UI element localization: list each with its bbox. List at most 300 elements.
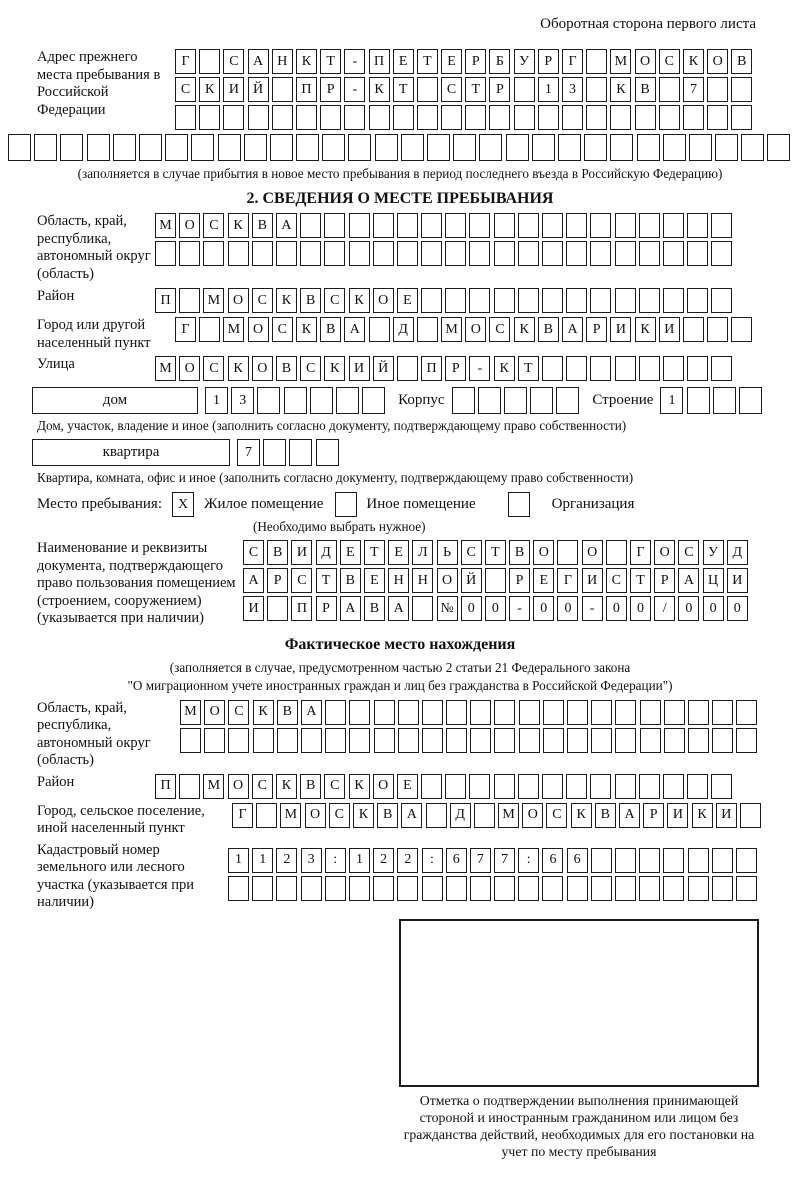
form-cell	[452, 387, 475, 414]
form-cell	[199, 105, 220, 130]
form-cell	[640, 728, 661, 753]
house-box-label: дом	[32, 387, 198, 414]
form-cell	[300, 213, 321, 238]
form-cell	[277, 728, 298, 753]
form-cell: В	[635, 77, 656, 102]
form-cell	[635, 105, 656, 130]
form-cell	[712, 700, 733, 725]
form-cell: Т	[518, 356, 539, 381]
form-cell	[586, 77, 607, 102]
form-cell	[610, 134, 633, 161]
form-cell: Т	[485, 540, 506, 565]
form-cell	[422, 700, 443, 725]
form-cell	[301, 728, 322, 753]
form-cell	[417, 105, 438, 130]
form-cell	[446, 700, 467, 725]
form-cell	[469, 288, 490, 313]
form-cell	[8, 134, 31, 161]
form-cell	[344, 105, 365, 130]
form-cell: О	[248, 317, 269, 342]
form-cell: У	[703, 540, 724, 565]
form-cell: №	[437, 596, 458, 621]
form-cell	[556, 387, 579, 414]
form-cell: Г	[175, 317, 196, 342]
document-row-2	[243, 568, 748, 593]
form-cell: С	[203, 356, 224, 381]
house-caption: Дом, участок, владение и иное (заполнить согласно документу, подтверждающему право собственности)	[37, 418, 627, 433]
form-cell: К	[296, 49, 317, 74]
form-cell: Е	[397, 774, 418, 799]
form-cell	[398, 700, 419, 725]
form-cell	[325, 876, 346, 901]
page-side-note: Оборотная сторона первого листа	[540, 16, 756, 32]
form-cell: Л	[412, 540, 433, 565]
form-cell	[558, 134, 581, 161]
form-cell	[688, 728, 709, 753]
form-cell	[398, 728, 419, 753]
form-cell	[204, 728, 225, 753]
region-label: Область, край, республика, автономный округ (область)	[37, 213, 151, 282]
form-cell	[445, 241, 466, 266]
form-cell: Т	[320, 49, 341, 74]
form-cell	[562, 105, 583, 130]
form-cell	[664, 700, 685, 725]
form-cell: О	[582, 540, 603, 565]
form-cell	[244, 134, 267, 161]
stay-type-option-organization-label: Организация	[551, 496, 635, 512]
form-cell	[223, 105, 244, 130]
form-cell: -	[344, 77, 365, 102]
form-cell	[731, 77, 752, 102]
form-cell	[687, 356, 708, 381]
form-cell: М	[203, 774, 224, 799]
form-cell	[494, 700, 515, 725]
form-cell	[494, 288, 515, 313]
form-cell	[663, 213, 684, 238]
form-cell	[489, 105, 510, 130]
form-cell	[349, 728, 370, 753]
stay-type-option-other-premise-label: Иное помещение	[366, 496, 476, 512]
form-cell: -	[509, 596, 530, 621]
form-cell	[586, 49, 607, 74]
form-cell	[139, 134, 162, 161]
form-cell	[336, 387, 359, 414]
form-cell: С	[546, 803, 567, 828]
form-cell: И	[610, 317, 631, 342]
form-cell	[369, 105, 390, 130]
form-cell: О	[465, 317, 486, 342]
form-cell	[688, 876, 709, 901]
form-cell	[514, 105, 535, 130]
form-cell	[203, 241, 224, 266]
document-cells	[243, 540, 748, 621]
form-cell	[272, 77, 293, 102]
form-cell	[639, 288, 660, 313]
form-cell	[566, 213, 587, 238]
form-cell	[494, 728, 515, 753]
form-cell	[155, 241, 176, 266]
form-cell: Д	[450, 803, 471, 828]
document-row-1	[243, 540, 748, 565]
form-cell: О	[373, 774, 394, 799]
form-cell	[659, 105, 680, 130]
form-cell: 3	[301, 848, 322, 873]
form-cell	[639, 848, 660, 873]
confirmation-stamp-box	[399, 919, 759, 1087]
form-cell: Г	[232, 803, 253, 828]
form-cell	[373, 241, 394, 266]
form-cell	[199, 317, 220, 342]
form-cell	[615, 356, 636, 381]
form-cell: М	[203, 288, 224, 313]
form-cell: С	[228, 700, 249, 725]
form-cell: С	[324, 288, 345, 313]
stay-type-checkbox-organization	[508, 492, 530, 517]
form-cell	[518, 774, 539, 799]
form-cell	[465, 105, 486, 130]
region-block	[37, 213, 800, 283]
form-cell	[542, 288, 563, 313]
form-cell: 1	[538, 77, 559, 102]
stay-type-option-residential-label: Жилое помещение	[204, 496, 324, 512]
form-cell	[322, 134, 345, 161]
form-cell: Р	[586, 317, 607, 342]
form-cell: Е	[364, 568, 385, 593]
form-cell: :	[518, 848, 539, 873]
form-cell: Р	[320, 77, 341, 102]
form-cell: Р	[489, 77, 510, 102]
form-cell	[401, 134, 424, 161]
form-cell: 0	[630, 596, 651, 621]
street-row	[155, 356, 732, 381]
form-cell: 1	[252, 848, 273, 873]
form-cell	[689, 134, 712, 161]
form-cell	[566, 241, 587, 266]
form-cell: 6	[446, 848, 467, 873]
form-cell	[397, 876, 418, 901]
form-cell: Й	[248, 77, 269, 102]
form-cell	[542, 241, 563, 266]
actual-district-label: Район	[37, 773, 75, 790]
form-cell	[688, 700, 709, 725]
form-cell: В	[252, 213, 273, 238]
form-cell	[711, 356, 732, 381]
form-cell: К	[276, 774, 297, 799]
form-cell	[767, 134, 790, 161]
form-cell: О	[305, 803, 326, 828]
form-cell: 1	[228, 848, 249, 873]
form-cell	[687, 241, 708, 266]
form-cell	[479, 134, 502, 161]
form-cell: М	[223, 317, 244, 342]
form-cell: :	[422, 848, 443, 873]
form-cell	[715, 134, 738, 161]
form-cell	[349, 213, 370, 238]
form-cell	[711, 241, 732, 266]
form-cell: Е	[441, 49, 462, 74]
form-cell: Р	[509, 568, 530, 593]
form-cell: К	[635, 317, 656, 342]
form-cell	[397, 241, 418, 266]
korpus-label: Корпус	[398, 392, 445, 408]
form-cell: Р	[267, 568, 288, 593]
form-cell	[263, 439, 286, 466]
form-cell	[739, 387, 762, 414]
form-cell: В	[276, 356, 297, 381]
form-cell	[567, 876, 588, 901]
form-cell: Д	[727, 540, 748, 565]
form-cell	[494, 213, 515, 238]
form-cell	[663, 134, 686, 161]
prev-address-row-2	[175, 77, 752, 102]
stroenie-label: Строение	[592, 392, 654, 408]
stay-type-note: (Необходимо выбрать нужное)	[253, 519, 426, 534]
form-cell	[165, 134, 188, 161]
form-cell	[566, 774, 587, 799]
form-cell: 0	[461, 596, 482, 621]
form-cell	[427, 134, 450, 161]
form-cell: В	[377, 803, 398, 828]
form-cell	[374, 728, 395, 753]
form-cell	[687, 288, 708, 313]
form-cell: С	[175, 77, 196, 102]
stay-type-block	[37, 492, 800, 517]
form-cell	[310, 387, 333, 414]
form-cell: К	[692, 803, 713, 828]
form-cell: К	[324, 356, 345, 381]
form-cell	[494, 241, 515, 266]
form-cell	[426, 803, 447, 828]
form-cell	[506, 134, 529, 161]
form-cell	[422, 728, 443, 753]
form-cell	[362, 387, 385, 414]
form-cell: А	[243, 568, 264, 593]
form-cell	[393, 105, 414, 130]
stay-type-checkbox-other-premise	[335, 492, 357, 517]
form-cell: Р	[654, 568, 675, 593]
form-cell: К	[253, 700, 274, 725]
cadastral-block	[37, 842, 800, 912]
street-label: Улица	[37, 356, 75, 372]
form-cell: В	[300, 774, 321, 799]
form-cell	[518, 241, 539, 266]
form-cell	[320, 105, 341, 130]
form-cell: К	[571, 803, 592, 828]
form-cell	[348, 134, 371, 161]
form-cell: 3	[562, 77, 583, 102]
form-cell: В	[277, 700, 298, 725]
form-cell	[639, 356, 660, 381]
form-cell	[586, 105, 607, 130]
form-cell: М	[441, 317, 462, 342]
form-cell: 0	[557, 596, 578, 621]
form-cell	[663, 288, 684, 313]
form-cell: К	[276, 288, 297, 313]
prev-address-row-3	[175, 105, 752, 130]
form-cell	[470, 876, 491, 901]
prev-address-label: Адрес прежнего места пребывания в Российской Федерации	[37, 49, 161, 118]
form-cell: /	[654, 596, 675, 621]
form-cell: С	[300, 356, 321, 381]
form-cell	[518, 876, 539, 901]
form-cell: 6	[542, 848, 563, 873]
form-cell	[736, 876, 757, 901]
actual-location-title: Фактическое место нахождения	[284, 635, 516, 653]
form-cell	[349, 241, 370, 266]
form-cell: И	[291, 540, 312, 565]
form-cell: -	[344, 49, 365, 74]
form-cell	[659, 77, 680, 102]
form-cell	[687, 387, 710, 414]
form-cell: К	[349, 288, 370, 313]
form-cell	[446, 876, 467, 901]
form-cell	[296, 105, 317, 130]
stay-type-checkbox-residential: X	[172, 492, 194, 517]
form-cell: Г	[630, 540, 651, 565]
form-cell: М	[280, 803, 301, 828]
form-cell: П	[296, 77, 317, 102]
form-cell: 0	[533, 596, 554, 621]
form-cell	[252, 876, 273, 901]
form-cell: Ь	[437, 540, 458, 565]
form-cell: 7	[683, 77, 704, 102]
form-cell	[615, 728, 636, 753]
form-cell	[683, 317, 704, 342]
form-cell	[518, 288, 539, 313]
form-cell: О	[533, 540, 554, 565]
form-cell: Т	[465, 77, 486, 102]
actual-region-cells	[180, 700, 757, 753]
actual-region-block	[37, 700, 800, 770]
form-cell: 2	[276, 848, 297, 873]
form-cell	[324, 241, 345, 266]
form-cell	[640, 700, 661, 725]
form-cell	[518, 213, 539, 238]
form-cell	[504, 387, 527, 414]
form-cell: Е	[340, 540, 361, 565]
form-cell	[349, 876, 370, 901]
form-cell	[60, 134, 83, 161]
actual-location-caption-line-2: "О миграционном учете иностранных граждан и лиц без гражданства в Российской Федерации")	[127, 677, 673, 693]
form-cell: А	[344, 317, 365, 342]
apartment-block	[32, 439, 800, 466]
form-cell	[590, 241, 611, 266]
district-label: Район	[37, 288, 75, 304]
form-cell: О	[228, 288, 249, 313]
form-cell	[179, 288, 200, 313]
form-cell	[474, 803, 495, 828]
form-cell	[663, 241, 684, 266]
apartment-caption: Квартира, комната, офис и иное (заполнить согласно документу, подтверждающему право собственности)	[37, 470, 634, 485]
cadastral-cells	[228, 842, 757, 901]
form-cell	[711, 288, 732, 313]
form-cell: 1	[660, 387, 683, 414]
form-cell: А	[401, 803, 422, 828]
form-cell: И	[659, 317, 680, 342]
form-cell	[228, 876, 249, 901]
form-cell	[591, 876, 612, 901]
form-cell	[228, 728, 249, 753]
form-cell	[606, 540, 627, 565]
form-cell	[713, 387, 736, 414]
form-cell	[688, 848, 709, 873]
form-cell: С	[329, 803, 350, 828]
form-cell: В	[509, 540, 530, 565]
form-cell: П	[421, 356, 442, 381]
form-cell	[707, 105, 728, 130]
form-cell	[590, 213, 611, 238]
form-cell	[615, 213, 636, 238]
form-cell	[267, 596, 288, 621]
form-page	[0, 16, 800, 1196]
stay-type-label: Место пребывания:	[37, 496, 162, 512]
form-cell: В	[364, 596, 385, 621]
form-cell: К	[494, 356, 515, 381]
form-cell: М	[610, 49, 631, 74]
city-row	[175, 317, 752, 342]
form-cell: О	[437, 568, 458, 593]
form-cell: У	[514, 49, 535, 74]
form-cell	[421, 241, 442, 266]
form-cell	[615, 774, 636, 799]
form-cell	[494, 876, 515, 901]
form-cell: С	[223, 49, 244, 74]
region-cells	[155, 213, 732, 266]
apartment-row	[237, 439, 339, 466]
form-cell	[276, 876, 297, 901]
form-cell	[175, 105, 196, 130]
form-cell	[663, 356, 684, 381]
form-cell	[736, 728, 757, 753]
form-cell	[469, 213, 490, 238]
cadastral-row-1	[228, 848, 757, 873]
form-cell	[591, 848, 612, 873]
form-cell: М	[155, 213, 176, 238]
section2-title: 2. СВЕДЕНИЯ О МЕСТЕ ПРЕБЫВАНИЯ	[246, 190, 554, 207]
form-cell	[590, 356, 611, 381]
form-cell: С	[243, 540, 264, 565]
form-cell: 0	[606, 596, 627, 621]
form-cell: Т	[417, 49, 438, 74]
form-cell	[663, 848, 684, 873]
form-cell: 0	[727, 596, 748, 621]
form-cell	[584, 134, 607, 161]
form-cell: Р	[445, 356, 466, 381]
form-cell: С	[252, 774, 273, 799]
form-cell	[272, 105, 293, 130]
form-cell: С	[461, 540, 482, 565]
form-cell: С	[489, 317, 510, 342]
house-number-row	[205, 387, 385, 414]
form-cell: -	[469, 356, 490, 381]
prev-address-block	[37, 49, 800, 130]
form-cell	[422, 876, 443, 901]
form-cell: С	[441, 77, 462, 102]
form-cell: Н	[388, 568, 409, 593]
form-cell	[349, 700, 370, 725]
form-cell: К	[369, 77, 390, 102]
form-cell: 1	[205, 387, 228, 414]
region-row-1	[155, 213, 732, 238]
form-cell: 3	[231, 387, 254, 414]
form-cell: И	[243, 596, 264, 621]
form-cell	[421, 288, 442, 313]
form-cell: А	[248, 49, 269, 74]
form-cell	[731, 105, 752, 130]
prev-address-row-1	[175, 49, 752, 74]
form-cell	[248, 105, 269, 130]
form-cell: П	[155, 288, 176, 313]
